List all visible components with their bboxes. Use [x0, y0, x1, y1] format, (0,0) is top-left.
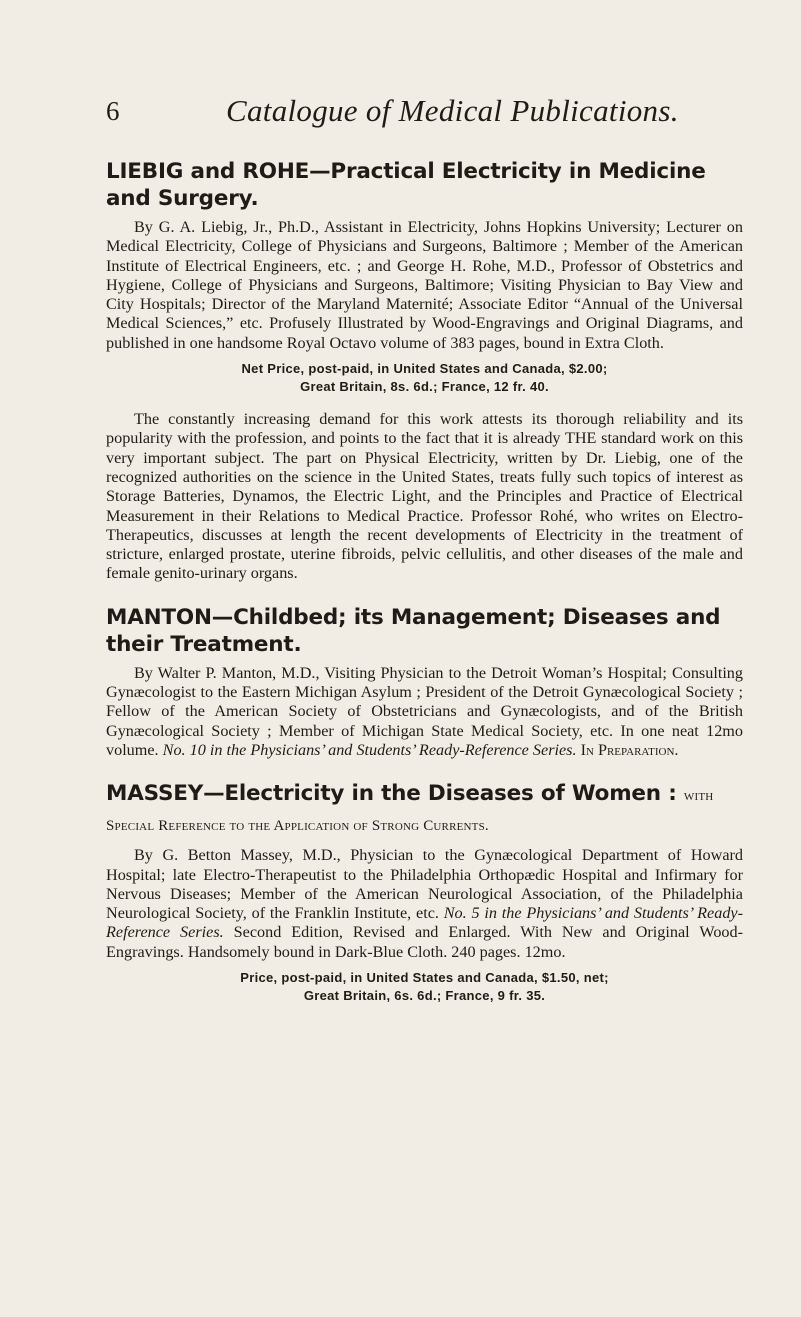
entry-heading: [106, 780, 743, 840]
description-text: By Walter P. Manton, M.D., Visiting Physician to the Detroit Woman’s Hospital; Consulting Gynæcologist to the Eastern Michigan Asylum ; President of the Detroit Gynæcological Society ; Fellow of the American Society of Obstetricians and Gynæcologists, and of the British Gynæcological Society ; Member of Michigan State Medical Society, etc. In one neat 12mo volume.: [106, 663, 743, 759]
price-line: [106, 969, 743, 1005]
edition-note: Second Edition, Revised and Enlarged. With New and Original Wood-Engravings. Handsomely bound in Dark-Blue Cloth. 240 pages. 12mo.: [106, 923, 743, 961]
heading-rest: with Special Reference to the Application of Strong Currents.: [106, 788, 714, 835]
price-line-2: Great Britain, 6s. 6d.; France, 9 fr. 35.: [303, 988, 546, 1004]
price-line: [106, 360, 743, 396]
entry-heading: LIEBIG and ROHE—Practical Electricity in Medicine and Surgery.: [106, 159, 706, 211]
entry-massey: [106, 780, 743, 1005]
heading-main: MASSEY—Electricity in the Diseases of Women :: [106, 781, 677, 807]
entry-description: By G. A. Liebig, Jr., Ph.D., Assistant in Electricity, Johns Hopkins University; Lecturer on Medical Electricity, College of Physicians and Surgeons, Baltimore ; Member of the American Institute of Electrical Engineers, etc. ; and George H. Rohe, M.D., Professor of Obstetrics and Hygiene, College of Physicians and Surgeons, Baltimore; Visiting Physician to Bay View and City Hospitals; Director of the Maryland Maternité; Associate Editor “Annual of the Universal Medical Sciences,” etc. Profusely Illustrated by Wood-Engravings and Original Diagrams, and published in one handsome Royal Octavo volume of 383 pages, bound in Extra Cloth.: [106, 218, 743, 352]
running-title: Catalogue of Medical Publications.: [226, 93, 679, 128]
entry-liebig-rohe: [106, 158, 743, 584]
price-line-1: Price, post-paid, in United States and Canada, $1.50, net;: [240, 970, 609, 986]
series-note: No. 10 in the Physicians’ and Students’ Ready-Reference Series.: [162, 740, 577, 759]
running-head: [106, 93, 743, 133]
price-line-2: Great Britain, 8s. 6d.; France, 12 fr. 40.: [300, 379, 549, 395]
series-note: No. 5 in the Physicians’ and Students’ Ready-Reference Series.: [106, 904, 743, 942]
entry-description: [106, 664, 743, 760]
page-number: 6: [106, 96, 120, 126]
entry-heading: MANTON—Childbed; its Management; Diseases and their Treatment.: [106, 604, 721, 657]
status-note: In Preparation.: [580, 740, 679, 759]
entry-manton: [106, 604, 743, 760]
entry-description: [106, 846, 743, 962]
description-text: By G. Betton Massey, M.D., Physician to the Gynæcological Department of Howard Hospital; late Electro-Therapeutist to the Philadelphia Orthopædic Hospital and Infirmary for Nervous Diseases; Member of the American Neurological Association, of the Philadelphia Neurological Society, of the Franklin Institute, etc.: [106, 846, 743, 923]
entry-review: The constantly increasing demand for this work attests its thorough reliability and its popularity with the profession, and points to the fact that it is already THE standard work on this very important subject. The part on Physical Electricity, written by Dr. Liebig, one of the recognized authorities on the science in the United States, treats fully such topics of interest as Storage Batteries, Dynamos, the Electric Light, and the Principles and Practice of Electrical Measurement in their Relations to Medical Practice. Professor Rohé, who writes on Electro-Therapeutics, discusses at length the recent developments of Electricity in the treatment of stricture, enlarged prostate, uterine fibroids, pelvic cellulitis, and other diseases of the male and female genito-urinary organs.: [106, 410, 743, 583]
page-content: [106, 158, 743, 1005]
price-line-1: Net Price, post-paid, in United States and Canada, $2.00;: [241, 361, 608, 377]
